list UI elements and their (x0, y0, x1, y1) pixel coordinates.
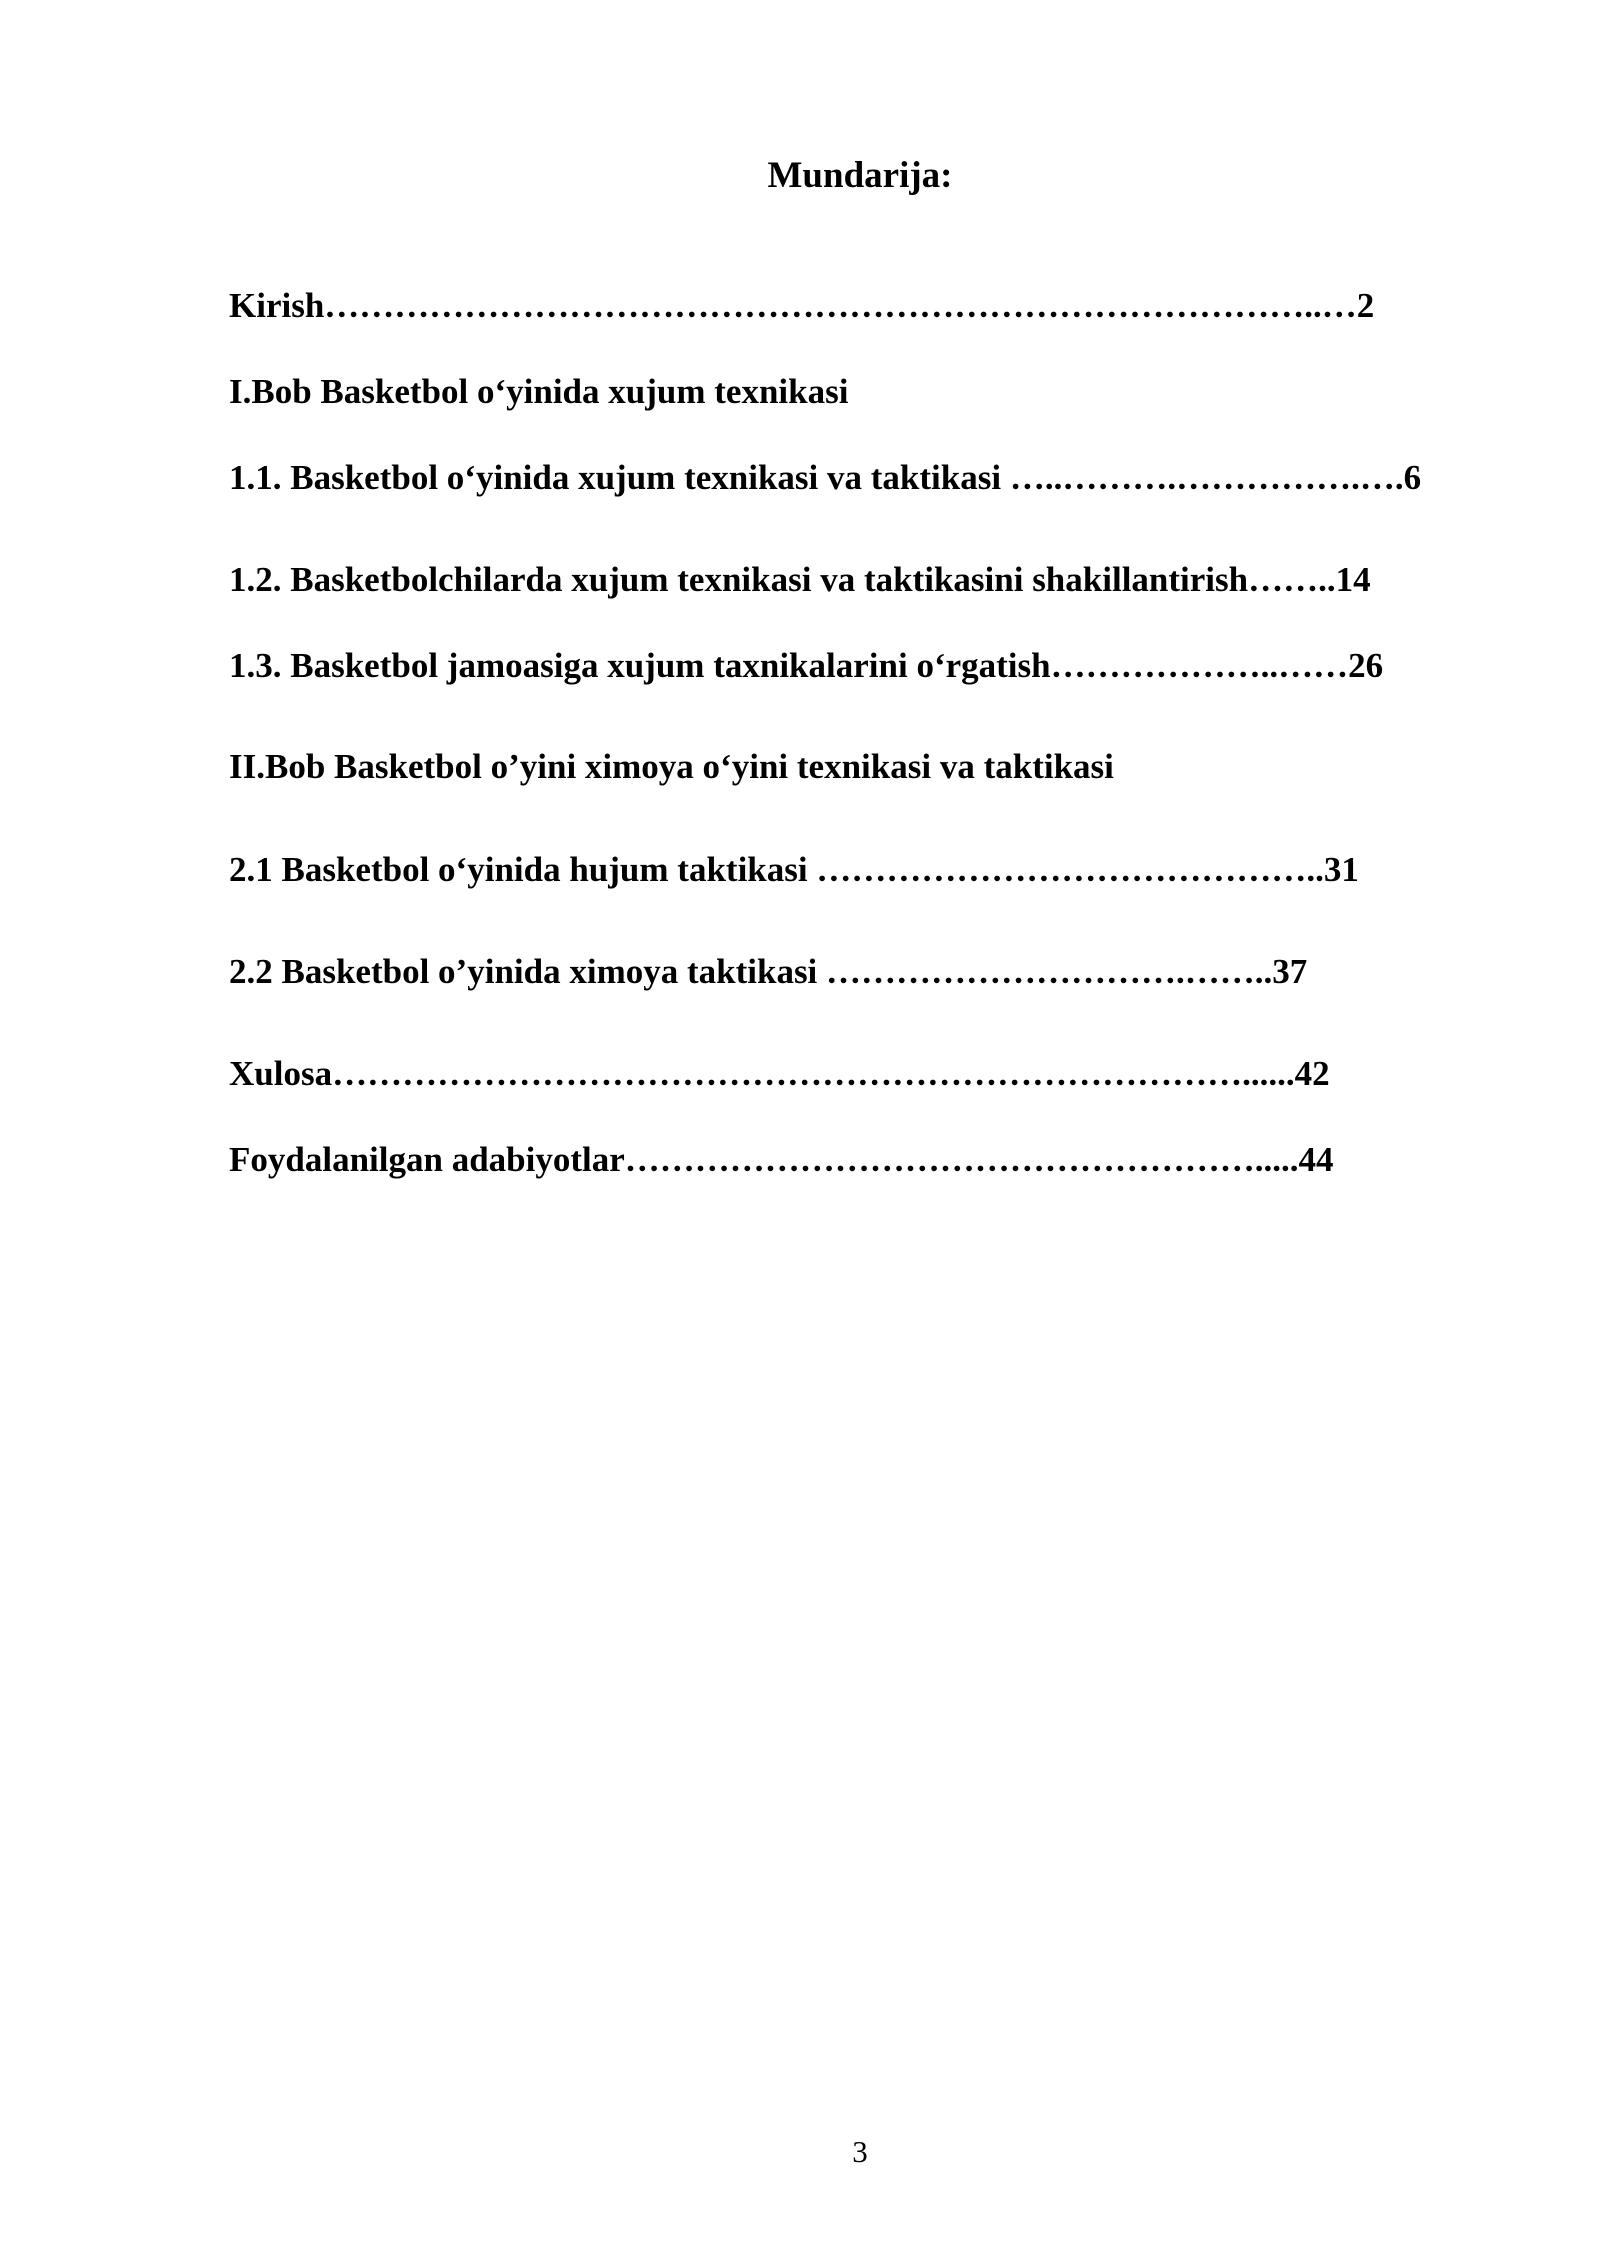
toc-chapter-1-heading: I.Bob Basketbol o‘yinida xujum texnikasi (229, 372, 849, 411)
toc-entry-introduction: Kirish…………………………………………………………………………..…2 (229, 286, 1375, 325)
toc-entry-1-1: 1.1. Basketbol o‘yinida xujum texnikasi va taktikasi …..……….…………….….6 (229, 458, 1422, 497)
toc-chapter-2-heading: II.Bob Basketbol o’yini ximoya o‘yini texnikasi va taktikasi (229, 747, 1114, 786)
toc-entry-1-3: 1.3. Basketbol jamoasiga xujum taxnikalarini o‘rgatish………………..……26 (229, 646, 1384, 685)
page-title: Mundarija: (767, 155, 953, 196)
toc-entry-1-2: 1.2. Basketbolchilarda xujum texnikasi va taktikasini shakillantirish……..14 (229, 560, 1371, 599)
toc-entry-2-2: 2.2 Basketbol o’yinida ximoya taktikasi ………………………….……..37 (229, 952, 1308, 991)
toc-entry-conclusion: Xulosa……………………………………………………………………......42 (229, 1054, 1330, 1093)
page-number: 3 (852, 2134, 868, 2169)
toc-entry-2-1: 2.1 Basketbol o‘yinida hujum taktikasi ……………………………………..31 (229, 850, 1359, 889)
toc-entry-references: Foydalanilgan adabiyotlar……………………………………………….....44 (229, 1140, 1334, 1179)
